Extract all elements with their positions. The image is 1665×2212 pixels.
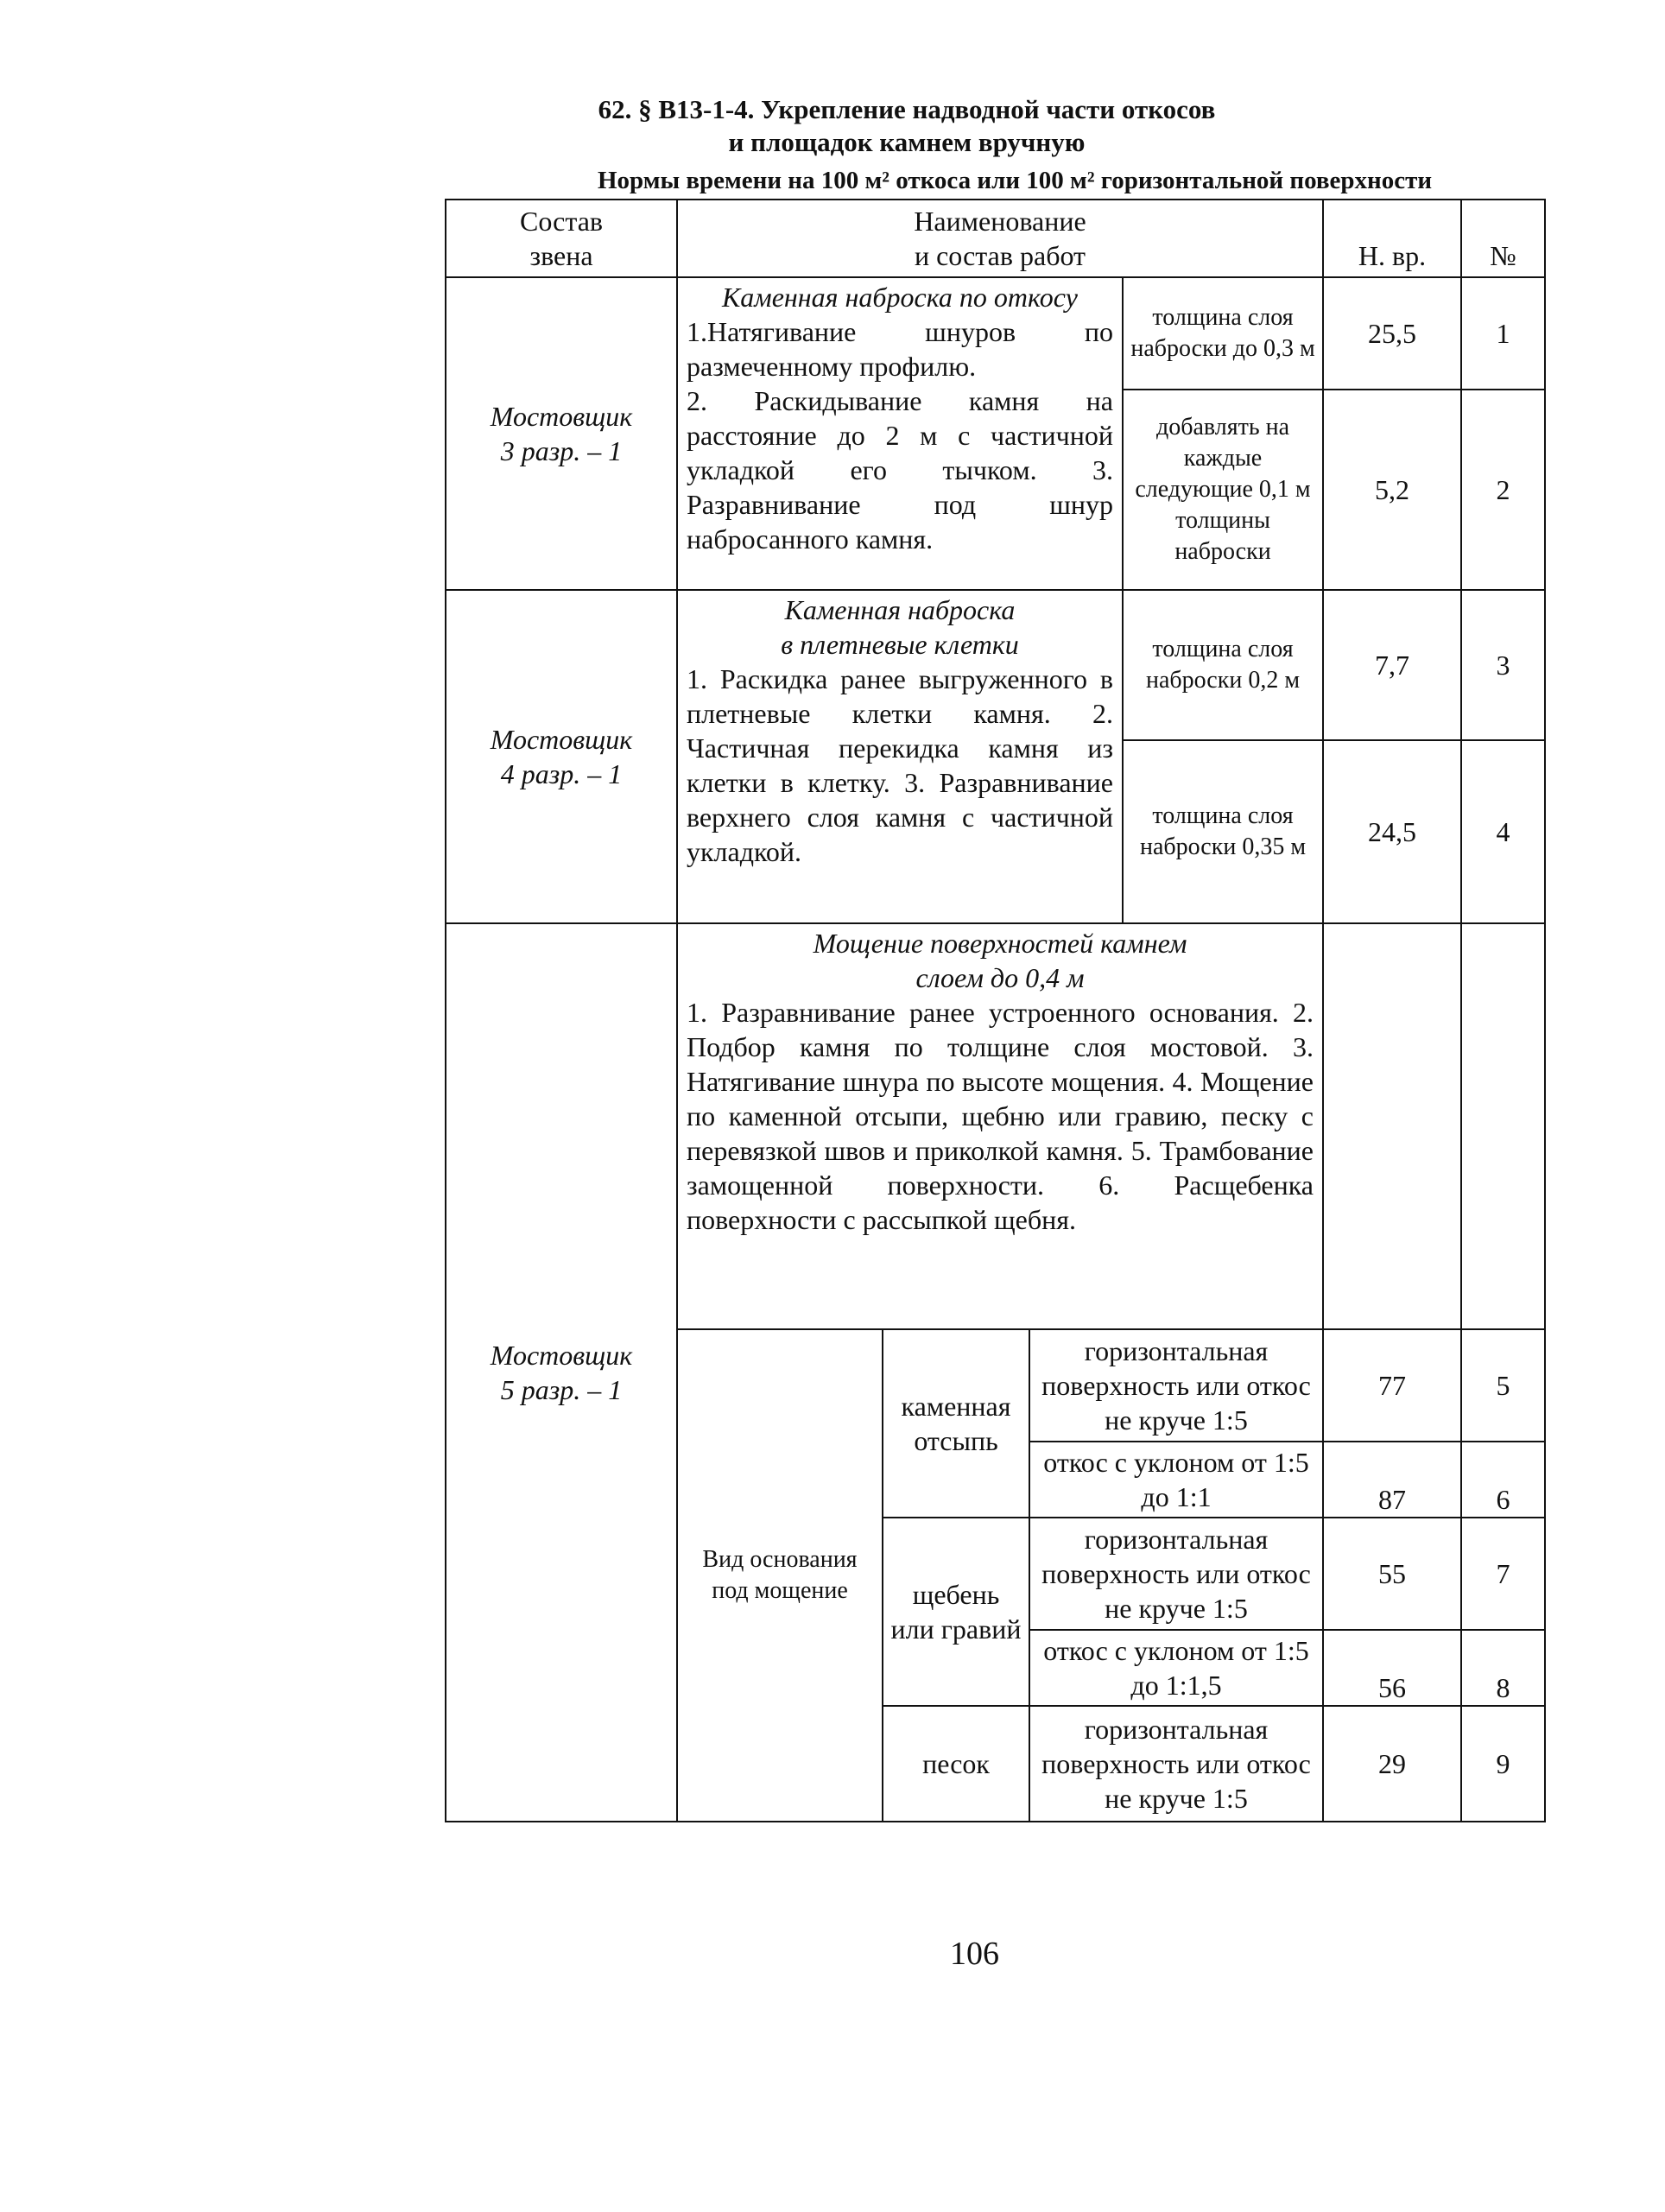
base-stone-fill: каменная отсыпь xyxy=(882,1328,1030,1518)
num-row3: 3 xyxy=(1460,589,1546,741)
norm-row3: 7,7 xyxy=(1322,589,1462,741)
norm-row5: 77 xyxy=(1322,1328,1462,1442)
crew-group2: Мостовщик 4 разр. – 1 xyxy=(445,589,678,924)
cond-row2: добавлять на каждые следующие 0,1 м толщины наброски xyxy=(1122,389,1324,591)
header-number: № xyxy=(1460,199,1546,278)
norm-row1: 25,5 xyxy=(1322,276,1462,390)
norm-row6: 87 xyxy=(1322,1441,1462,1518)
cond-row4: толщина слоя наброски 0,35 м xyxy=(1122,739,1324,924)
cond-row8: откос с уклоном от 1:5 до 1:1,5 xyxy=(1029,1629,1324,1707)
norm-row2: 5,2 xyxy=(1322,389,1462,591)
cond-row5: горизонтальная поверхность или откос не круче 1:5 xyxy=(1029,1328,1324,1442)
base-sand: песок xyxy=(882,1705,1030,1822)
work-desc-group3: Мощение поверхностей камнем слоем до 0,4 м 1. Разравнивание ранее устроенного основания. 2. Подбор камня по толщине слоя мостовой. 3. Натягивание шнура по высоте мощения. 4. Мощение по каменной отсыпи, щебню или гравию, песку с перевязкой швов и приколкой камня. 5. Трамбование замощенной поверхности. 6. Расщебенка поверхности с рассыпкой щебня. xyxy=(676,922,1324,1330)
base-type-label: Вид основания под мощение xyxy=(676,1328,883,1822)
cond-row7: горизонтальная поверхность или откос не круче 1:5 xyxy=(1029,1517,1324,1631)
num-row6: 6 xyxy=(1460,1441,1546,1518)
num-row1: 1 xyxy=(1460,276,1546,390)
header-norm: Н. вр. xyxy=(1322,199,1462,278)
num-row2: 2 xyxy=(1460,389,1546,591)
norms-subtitle: Нормы времени на 100 м² откоса или 100 м² горизонтальной поверхности xyxy=(597,167,1433,194)
num-row4: 4 xyxy=(1460,739,1546,924)
num-row8: 8 xyxy=(1460,1629,1546,1707)
num-row5: 5 xyxy=(1460,1328,1546,1442)
num-row7: 7 xyxy=(1460,1517,1546,1631)
section-title: 62. § В13-1-4. Укрепление надводной части откосов xyxy=(598,94,1216,124)
cond-row3: толщина слоя наброски 0,2 м xyxy=(1122,589,1324,741)
norm-row8: 56 xyxy=(1322,1629,1462,1707)
header-crew: Состав звена xyxy=(445,199,678,278)
norm-row9: 29 xyxy=(1322,1705,1462,1822)
num-group3-spacer xyxy=(1460,922,1546,1330)
norm-row4: 24,5 xyxy=(1322,739,1462,924)
num-row9: 9 xyxy=(1460,1705,1546,1822)
norm-group3-spacer xyxy=(1322,922,1462,1330)
work-desc-group1: Каменная наброска по откосу 1.Натягивание шнуров по размеченному профилю. 2. Раскидывание камня на расстояние до 2 м с частичной укладкой его тычком. 3. Разравнивание под шнур набросанного камня. xyxy=(676,276,1124,591)
work-desc-group2: Каменная наброска в плетневые клетки 1. Раскидка ранее выгруженного в плетневые клетки камня. 2. Частичная перекидка камня из клетки в клетку. 3. Разравнивание верхнего слоя камня с частичной укладкой. xyxy=(676,589,1124,924)
cond-row9: горизонтальная поверхность или откос не круче 1:5 xyxy=(1029,1705,1324,1822)
header-work-name: Наименование и состав работ xyxy=(676,199,1324,278)
section-title-line2: и площадок камнем вручную xyxy=(728,127,1086,157)
crew-group1: Мостовщик 3 разр. – 1 xyxy=(445,276,678,591)
crew-group3: Мостовщик 5 разр. – 1 xyxy=(445,922,678,1822)
cond-row6: откос с уклоном от 1:5 до 1:1 xyxy=(1029,1441,1324,1518)
base-gravel: щебень или гравий xyxy=(882,1517,1030,1707)
page-number: 106 xyxy=(950,1936,999,1972)
norms-table xyxy=(445,199,1546,1822)
norm-row7: 55 xyxy=(1322,1517,1462,1631)
cond-row1: толщина слоя наброски до 0,3 м xyxy=(1122,276,1324,390)
